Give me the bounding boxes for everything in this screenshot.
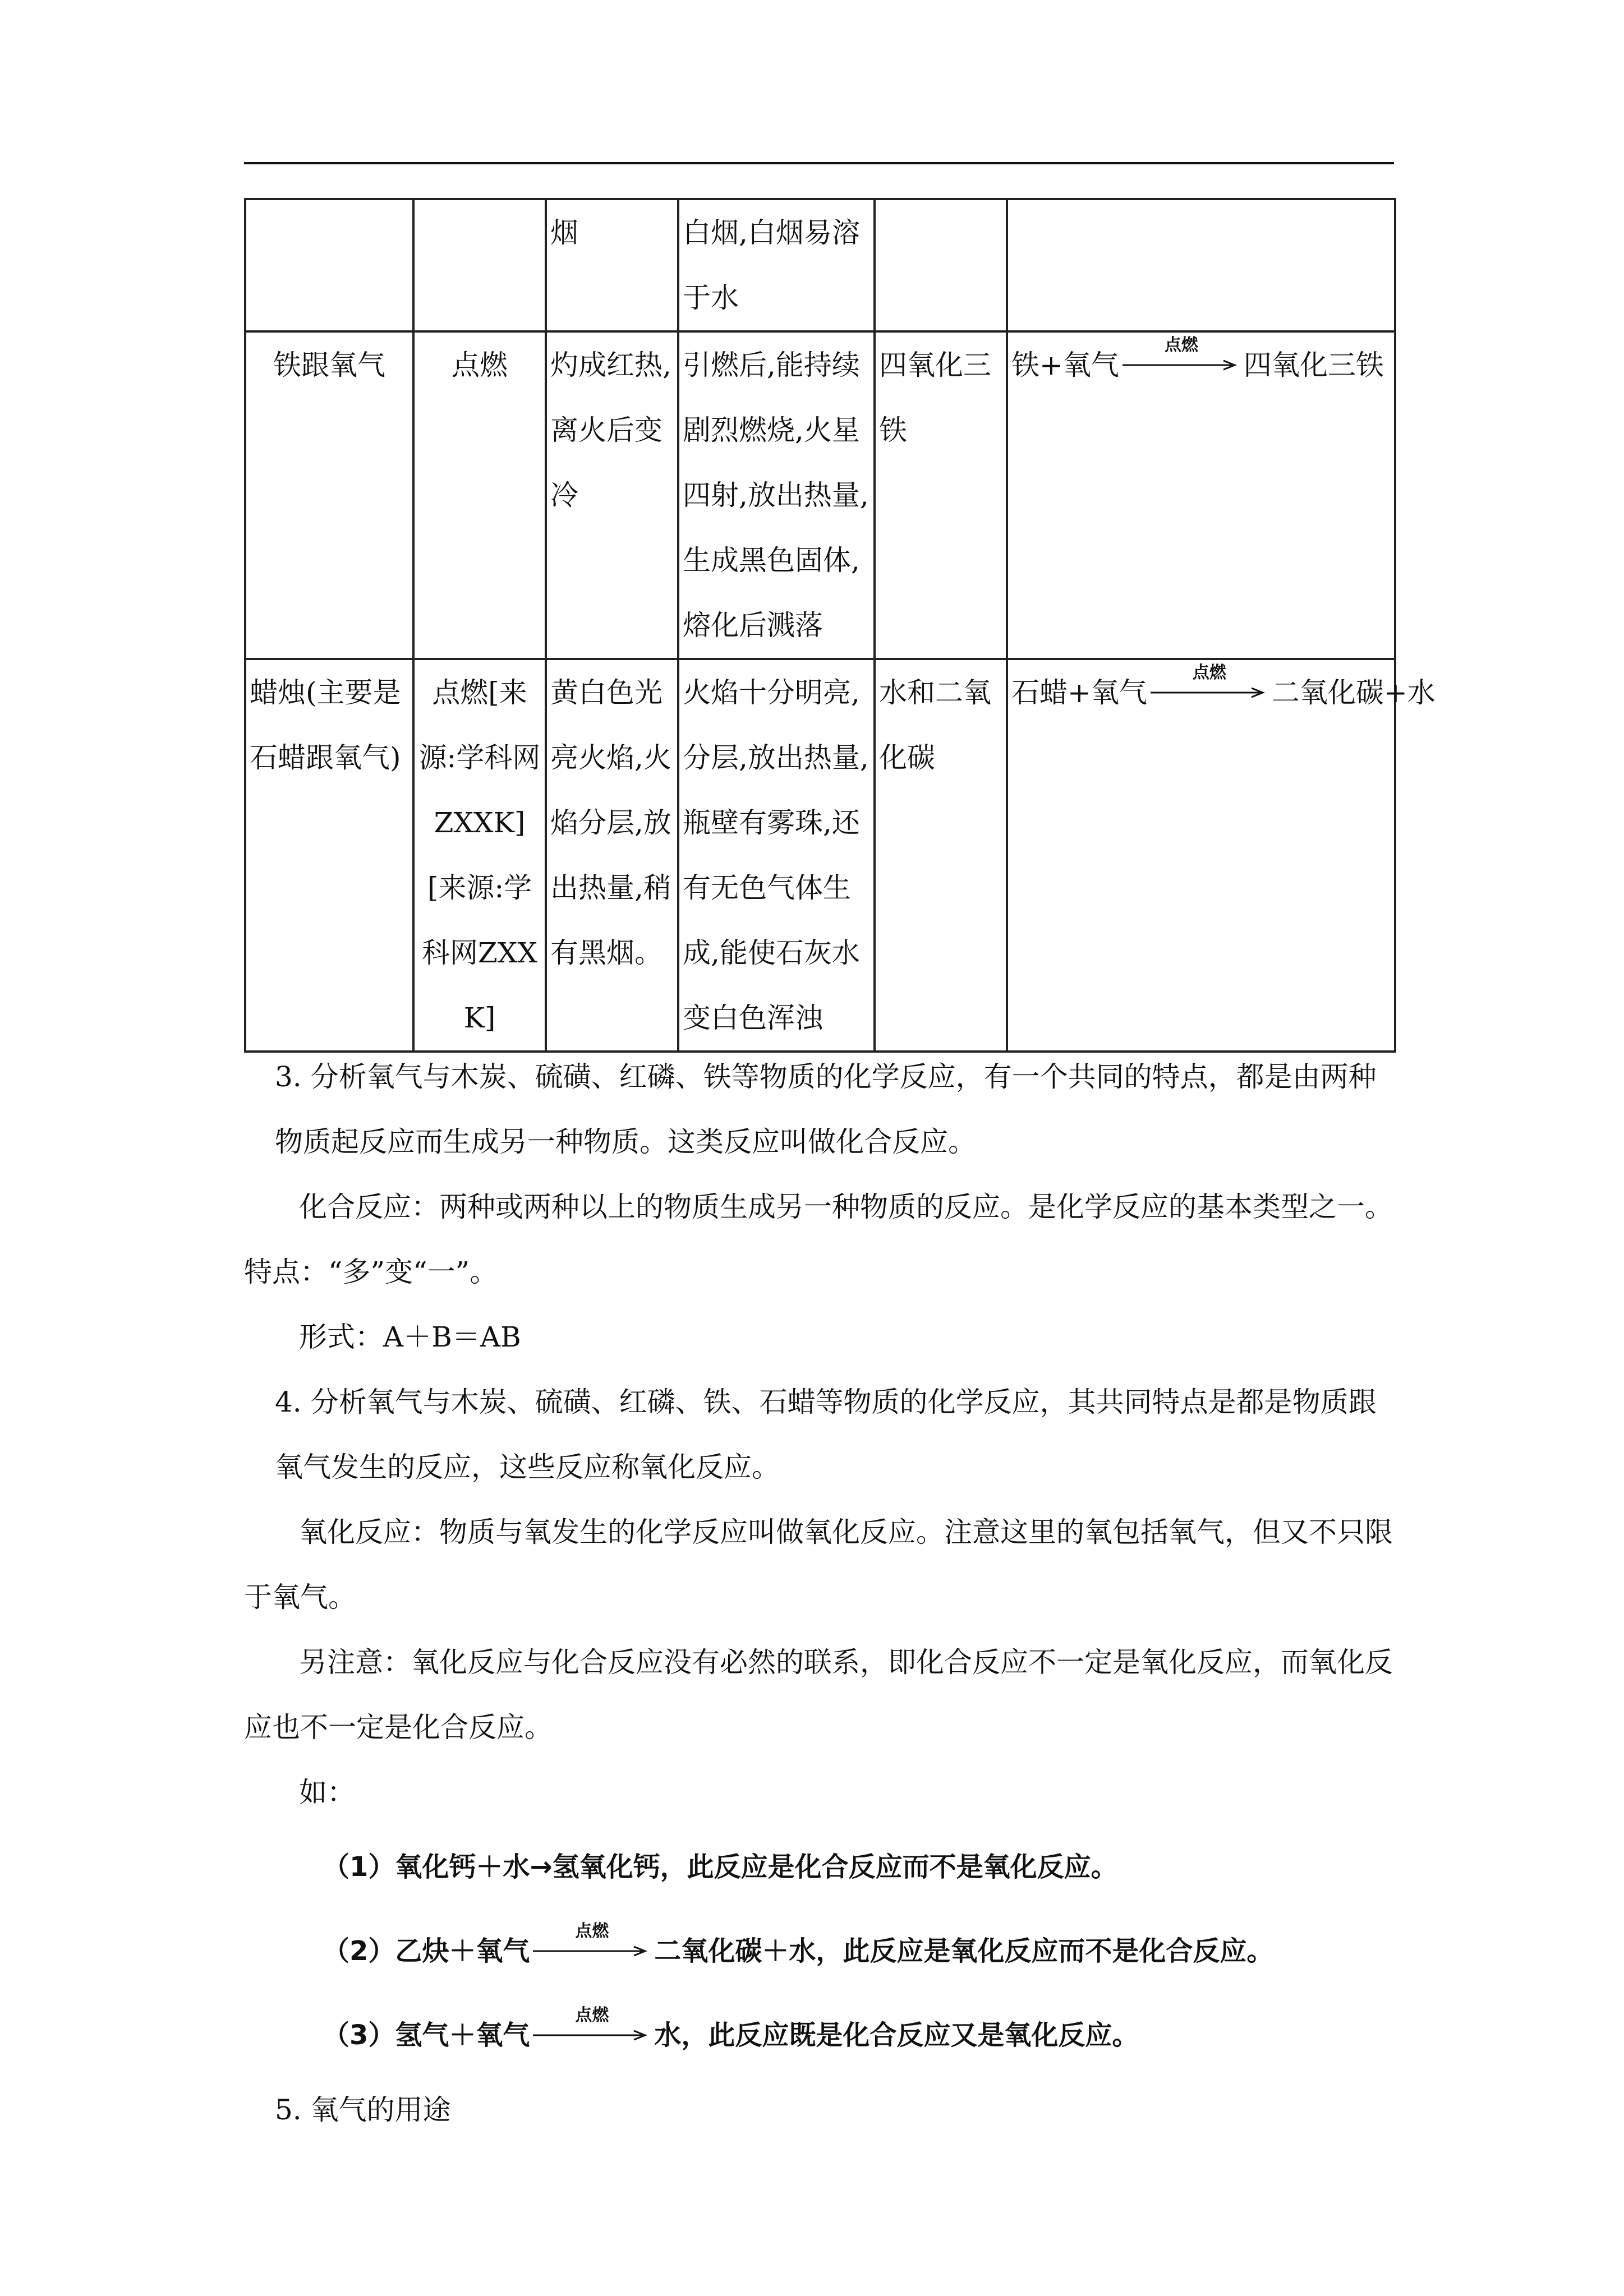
table-cell: 四氧化三铁 <box>875 331 1007 659</box>
example-number: （2） <box>323 1935 395 1967</box>
table-cell: 火焰十分明亮,分层,放出热量,瓶壁有雾珠,还有无色气体生成,能使石灰水变白色浑浊 <box>678 659 875 1052</box>
reaction-arrow-icon <box>1151 663 1268 704</box>
equation-paraffin <box>1011 660 1436 725</box>
combination-definition: 化合反应：两种或两种以上的物质生成另一种物质的反应。是化学反应的基本类型之一。特点：“多”变“一”。 <box>244 1191 1393 1288</box>
table-cell: 蜡烛(主要是石蜡跟氧气) <box>245 659 413 1052</box>
example-number: （1） <box>323 1851 395 1883</box>
equation-left: 氧化钙＋水 <box>395 1851 530 1883</box>
table-row <box>245 199 1395 331</box>
table-cell <box>245 199 413 331</box>
table-cell: 白烟,白烟易溶于水 <box>678 199 875 331</box>
reaction-condition: 点燃 <box>1164 335 1198 355</box>
paragraph-3: 3. 分析氧气与木炭、硫磺、红磷、铁等物质的化学反应，有一个共同的特点，都是由两种物质起反应而生成另一种物质。这类反应叫做化合反应。 <box>275 1061 1377 1158</box>
example-3 <box>244 1993 1400 2077</box>
table-cell: 水和二氧化碳 <box>875 659 1007 1052</box>
reaction-arrow-icon <box>533 2005 651 2046</box>
table-cell <box>875 199 1007 331</box>
equation-right: 二氧化碳＋水，此反应是氧化反应而不是化合反应。 <box>654 1935 1274 1967</box>
reaction-table <box>244 198 1436 1053</box>
table-cell: 灼成红热,离火后变冷 <box>546 331 678 659</box>
equation-left: 石蜡+氧气 <box>1011 676 1147 709</box>
equation-left: 氢气＋氧气 <box>395 2020 530 2051</box>
example-1 <box>244 1825 1400 1909</box>
body-text <box>244 1044 1400 2142</box>
header-rule <box>244 162 1394 164</box>
equation-right: 四氧化三铁 <box>1243 349 1384 381</box>
equation-right: 氢氧化钙，此反应是化合反应而不是氧化反应。 <box>552 1851 1118 1883</box>
example-intro: 如： <box>299 1776 355 1809</box>
example-2 <box>244 1909 1400 1993</box>
equation-right: 水，此反应既是化合反应又是氧化反应。 <box>654 2020 1139 2051</box>
reaction-condition: 点燃 <box>575 1921 609 1941</box>
combination-form: 形式：A＋B＝AB <box>299 1321 521 1353</box>
table-row <box>245 659 1395 1052</box>
equation-left: 铁+氧气 <box>1011 349 1119 381</box>
equation-cell <box>1007 331 1395 659</box>
table-cell: 烟 <box>546 199 678 331</box>
paragraph-5: 5. 氧气的用途 <box>275 2094 451 2126</box>
table-cell: 黄白色光亮火焰,火焰分层,放出热量,稍有黑烟。 <box>546 659 678 1052</box>
table-cell: 铁跟氧气 <box>245 331 413 659</box>
reaction-arrow-icon <box>1122 335 1240 376</box>
note-paragraph: 另注意：氧化反应与化合反应没有必然的联系，即化合反应不一定是氧化反应，而氧化反应也不一定是化合反应。 <box>244 1646 1393 1744</box>
equation-iron <box>1011 333 1384 398</box>
table-cell <box>1007 199 1395 331</box>
equation-left: 乙炔＋氧气 <box>395 1935 530 1967</box>
table-cell <box>413 199 546 331</box>
equation-cell <box>1007 659 1436 1052</box>
equation-right: 二氧化碳+水 <box>1271 676 1436 709</box>
table-cell: 点燃[来源:学科网ZXXK][来源:学科网ZXXK] <box>413 659 546 1052</box>
example-number: （3） <box>323 2020 395 2051</box>
reaction-arrow-icon <box>533 1921 651 1962</box>
oxidation-definition: 氧化反应：物质与氧发生的化学反应叫做氧化反应。注意这里的氧包括氧气，但又不只限于氧气。 <box>244 1516 1393 1613</box>
arrow-icon: → <box>530 1851 553 1883</box>
reaction-condition: 点燃 <box>1192 663 1226 683</box>
table-cell: 点燃 <box>413 331 546 659</box>
reaction-condition: 点燃 <box>575 2005 609 2025</box>
table-cell: 引燃后,能持续剧烈燃烧,火星四射,放出热量,生成黑色固体,熔化后溅落 <box>678 331 875 659</box>
paragraph-4: 4. 分析氧气与木炭、硫磺、红磷、铁、石蜡等物质的化学反应，其共同特点是都是物质跟氧气发生的反应，这些反应称氧化反应。 <box>275 1386 1377 1483</box>
table-row <box>245 331 1395 659</box>
